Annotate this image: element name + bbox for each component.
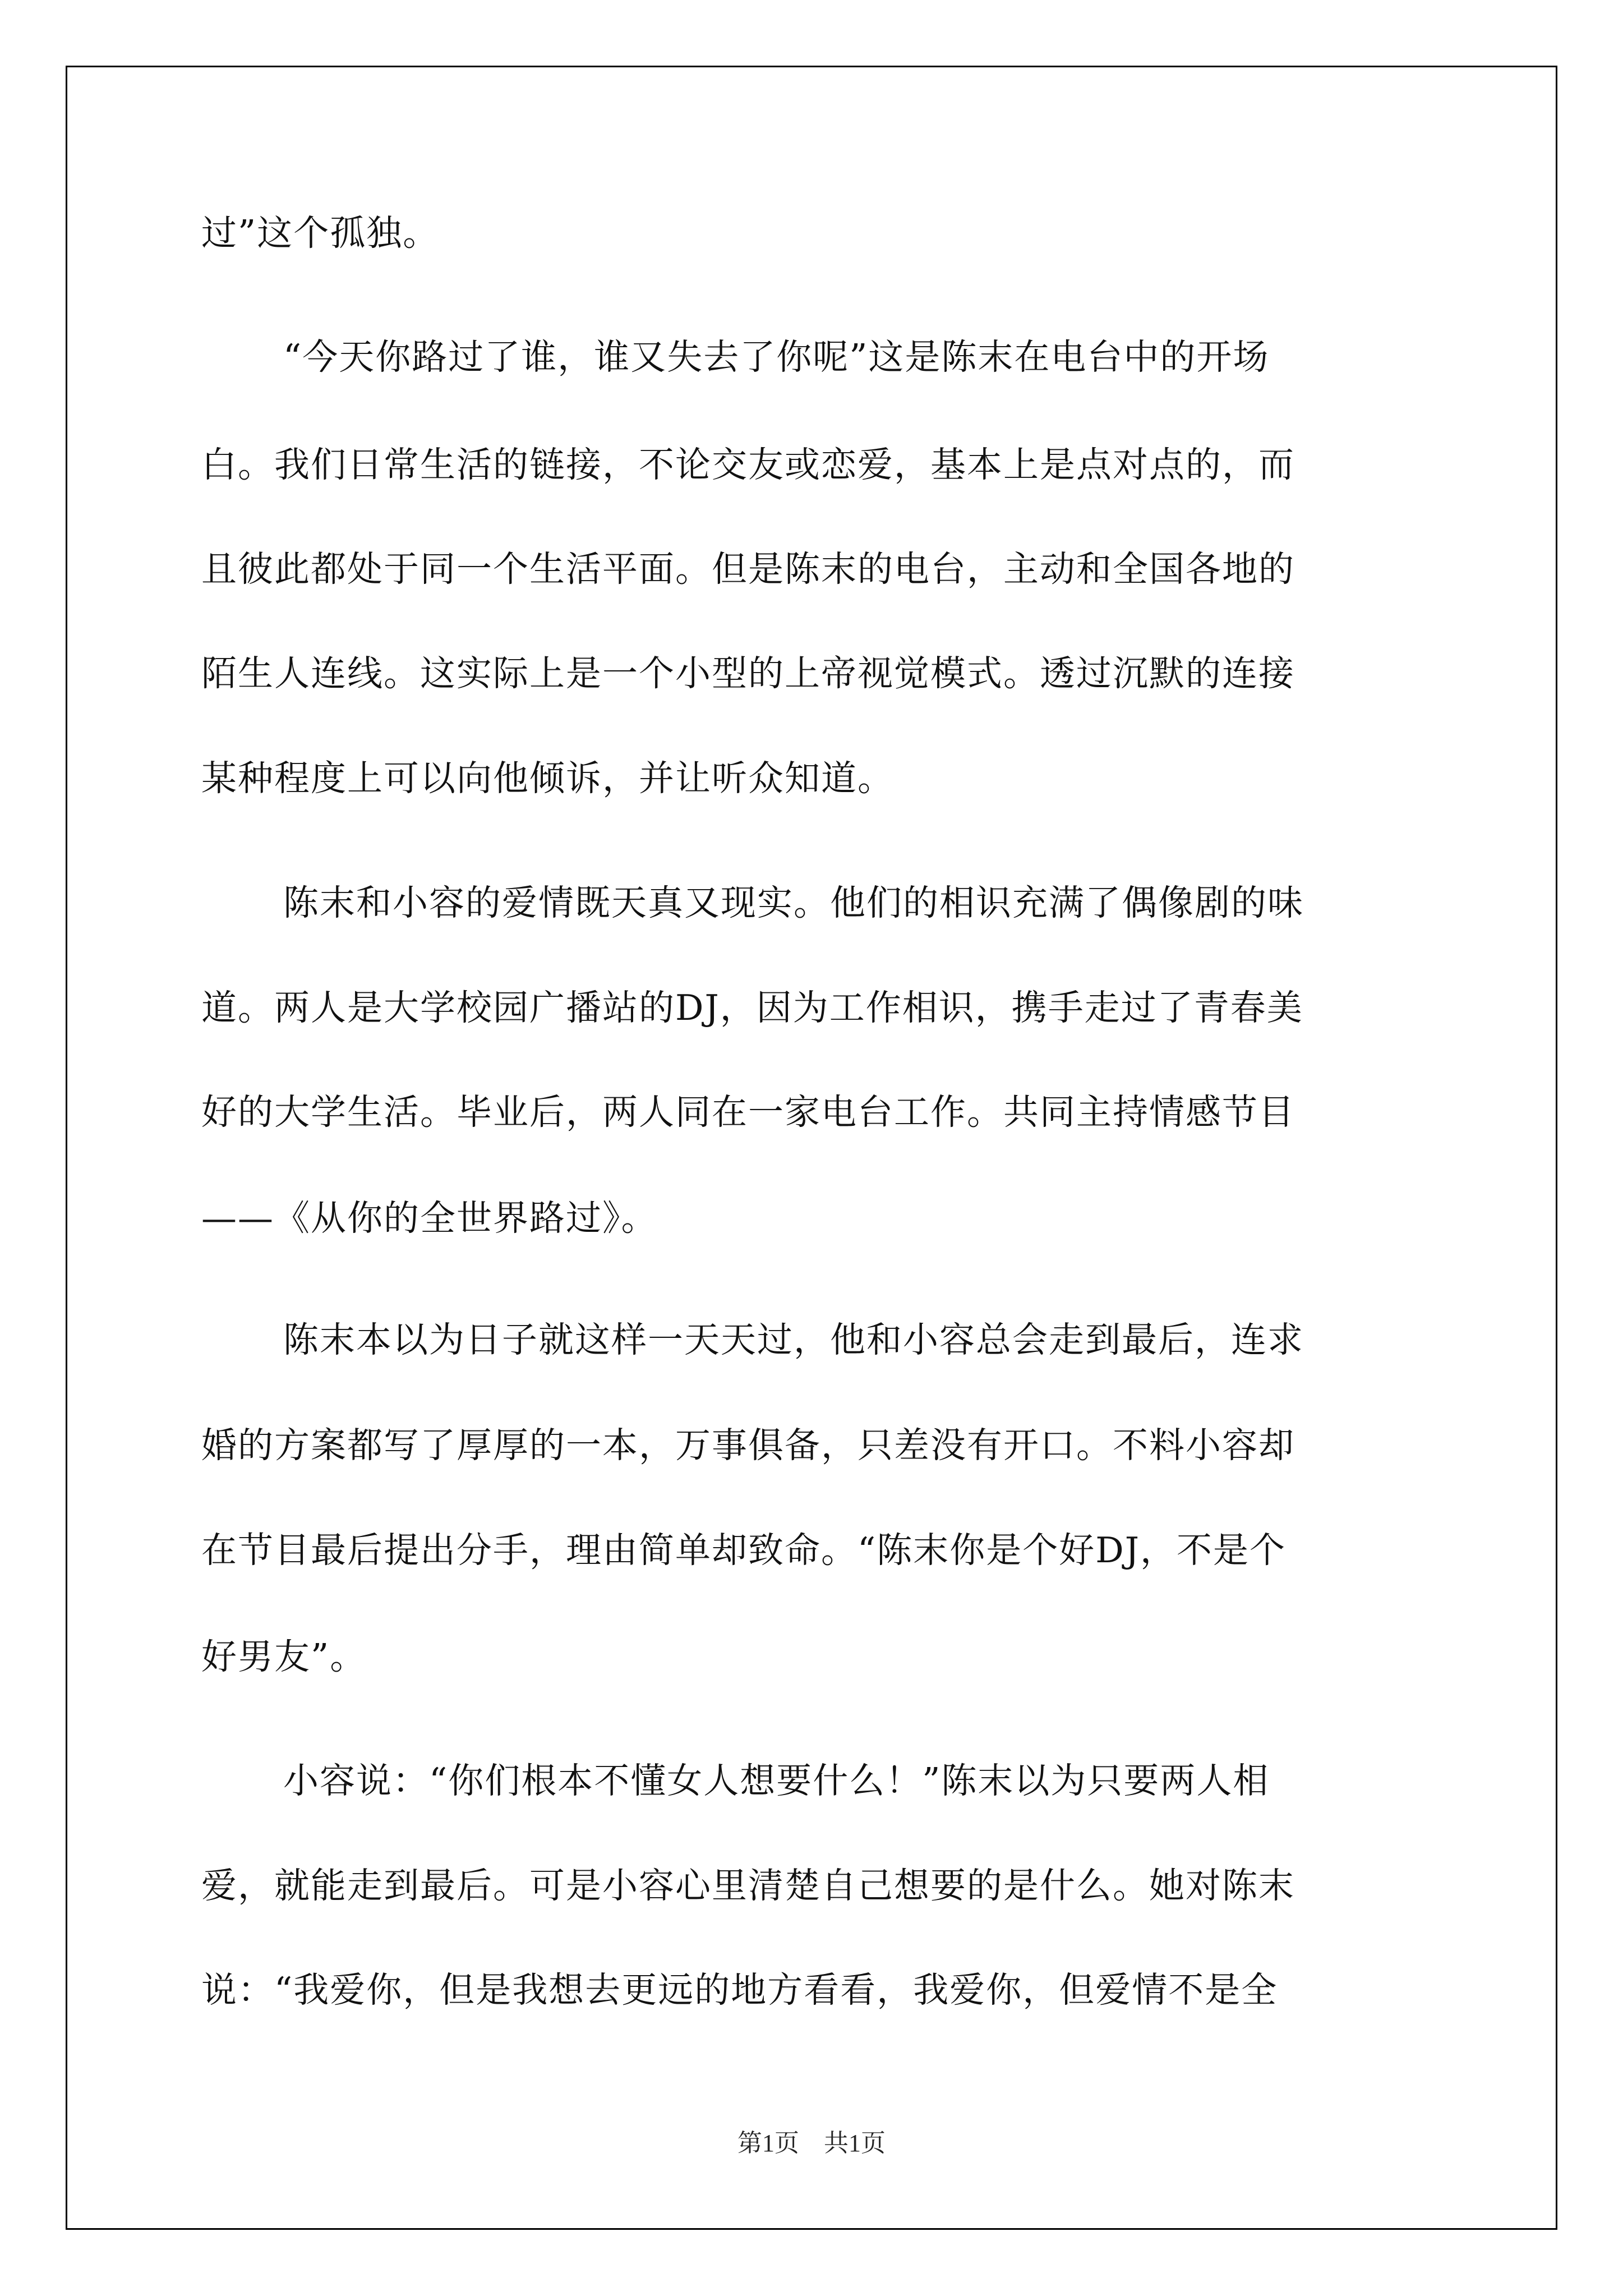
text-line: 说：“我爱你，但是我想去更远的地方看看，我爱你，但爱情不是全 xyxy=(201,1970,1278,2010)
text-line: 陈末本以为日子就这样一天天过，他和小容总会走到最后，连求 xyxy=(283,1319,1304,1360)
text-line: 道。两人是大学校园广播站的DJ，因为工作相识，携手走过了青春美 xyxy=(201,987,1303,1028)
text-line: 小容说：“你们根本不懂女人想要什么！”陈末以为只要两人相 xyxy=(283,1760,1270,1801)
text-line: “今天你路过了谁，谁又失去了你呢”这是陈末在电台中的开场 xyxy=(283,337,1270,378)
text-line: 陈末和小容的爱情既天真又现实。他们的相识充满了偶像剧的味 xyxy=(283,882,1304,923)
text-line: 过”这个孤独。 xyxy=(201,213,440,254)
text-line: 且彼此都处于同一个生活平面。但是陈末的电台，主动和全国各地的 xyxy=(201,549,1295,590)
text-line: 白。我们日常生活的链接，不论交友或恋爱，基本上是点对点的，而 xyxy=(201,444,1295,485)
text-line: 婚的方案都写了厚厚的一本，万事俱备，只差没有开口。不料小容却 xyxy=(201,1425,1295,1466)
page-number: 第1页 共1页 xyxy=(737,2129,886,2157)
text-line: ——《从你的全世界路过》。 xyxy=(201,1198,658,1239)
text-line: 爱，就能走到最后。可是小容心里清楚自己想要的是什么。她对陈末 xyxy=(201,1865,1295,1906)
text-line: 在节目最后提出分手，理由简单却致命。“陈末你是个好DJ，不是个 xyxy=(201,1530,1286,1571)
text-line: 陌生人连线。这实际上是一个小型的上帝视觉模式。透过沉默的连接 xyxy=(201,653,1295,694)
text-line: 某种程度上可以向他倾诉，并让听众知道。 xyxy=(201,758,894,799)
text-line: 好的大学生活。毕业后，两人同在一家电台工作。共同主持情感节目 xyxy=(201,1092,1295,1133)
text-line: 好男友”。 xyxy=(201,1636,367,1677)
